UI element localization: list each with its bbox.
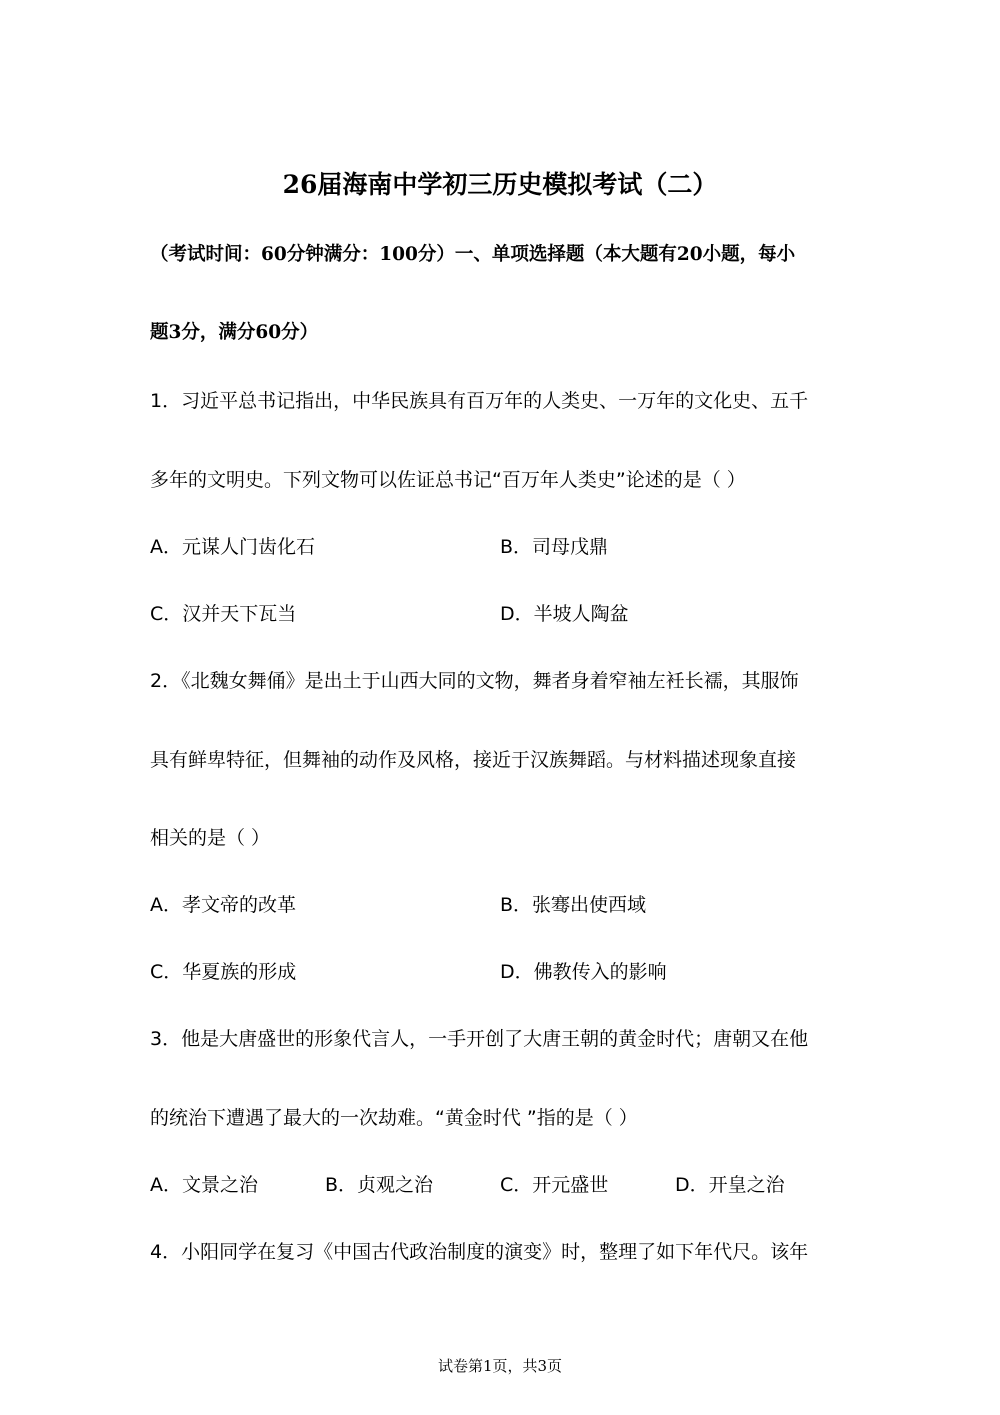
page-footer: 试卷第1页，共3页: [437, 1357, 563, 1375]
question-3-option-c: C．开元盛世: [500, 1174, 609, 1196]
question-3-option-a: A．文景之治: [150, 1174, 258, 1196]
question-2-option-d: D．佛教传入的影响: [500, 961, 667, 983]
question-1-option-d: D．半坡人陶盆: [500, 603, 629, 625]
exam-title: 26届海南中学初三历史模拟考试（二）: [282, 170, 718, 199]
question-2-option-a: A．孝文帝的改革: [150, 894, 296, 916]
question-3-text-line-1: 3．他是大唐盛世的形象代言人，一手开创了大唐王朝的黄金时代；唐朝又在他: [150, 1028, 809, 1050]
exam-instructions-line-2: 题3分，满分60分）: [150, 322, 319, 343]
question-1-option-b: B．司母戊鼎: [500, 536, 609, 558]
question-4-text-line-1: 4．小阳同学在复习《中国古代政治制度的演变》时，整理了如下年代尺。该年: [150, 1241, 809, 1263]
question-3-option-d: D．开皇之治: [675, 1174, 785, 1196]
question-1-option-a: A．元谋人门齿化石: [150, 536, 315, 558]
question-2-text-line-3: 相关的是（ ）: [150, 827, 271, 849]
question-3-option-b: B．贞观之治: [325, 1174, 434, 1196]
question-2-text-line-2: 具有鲜卑特征，但舞袖的动作及风格，接近于汉族舞蹈。与材料描述现象直接: [150, 749, 797, 771]
question-2-text-line-1: 2．《北魏女舞俑》是出土于山西大同的文物，舞者身着窄袖左衽长襦，其服饰: [150, 670, 799, 692]
question-1-text-line-1: 1．习近平总书记指出，中华民族具有百万年的人类史、一万年的文化史、五千: [150, 390, 809, 412]
exam-instructions-line-1: （考试时间：60分钟满分：100分）一、单项选择题（本大题有20小题，每小: [150, 244, 796, 265]
question-3-text-line-2: 的统治下遭遇了最大的一次劫难。“黄金时代 ”指的是（ ）: [150, 1107, 638, 1129]
question-1-option-c: C．汉并天下瓦当: [150, 603, 297, 625]
question-2-option-b: B．张骞出使西域: [500, 894, 647, 916]
question-1-text-line-2: 多年的文明史。下列文物可以佐证总书记“百万年人类史”论述的是（ ）: [150, 469, 746, 491]
question-2-option-c: C．华夏族的形成: [150, 961, 297, 983]
